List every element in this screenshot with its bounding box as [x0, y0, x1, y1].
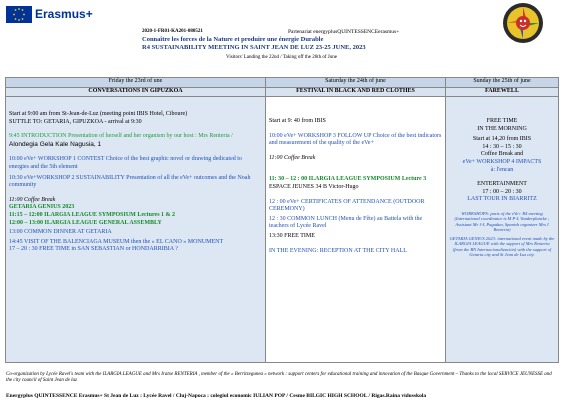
theme-saturday: FESTIVAL IN BLACK AND RED CLOTHES: [266, 88, 446, 97]
sunday-morning: IN THE MORNING: [477, 125, 527, 132]
day-header-friday: Friday the 23rd of une: [6, 78, 266, 88]
saturday-program: [266, 97, 446, 363]
saturday-symposium: 11: 30 – 12 : 00 ILARGIA LEAGUE SYMPOSIUM Lecture 3: [269, 176, 427, 183]
sunday-last-tour: LAST TOUR IN BIARRITZ: [467, 196, 537, 203]
saturday-reception: IN THE EVENING: RECEPTION AT THE CITY HALL: [269, 247, 407, 254]
friday-workshop-2: 10:30 eVe+WORKSHOP 2 SUSTAINABILITY Presentation of all the eVe+ outcomes and the Noah community: [9, 174, 251, 189]
partnership-name: Partenariat energyplusQUINTESSENCEerasmus+: [288, 29, 400, 35]
sun-logo-icon: [502, 2, 544, 44]
friday-general-assembly: 12:00 – 13:00 ILARGIA LEAGUE GENERAL ASSEMBLY: [9, 219, 162, 226]
theme-sunday: FAREWELL: [446, 88, 559, 97]
saturday-start: Start at 9: 40 from IBIS: [269, 118, 326, 124]
saturday-workshop-3: 10:00 eVe+ WORKSHOP 3 FOLLOW UP Choice of the best indicators and measurement of the quality of the eVe+: [269, 132, 442, 147]
friday-getaria-genius: GETARIA GENIUS 2023: [9, 204, 75, 211]
saturday-espace-jeunes: ESPACE JEUNES 34 B Victor-Hugo: [269, 183, 359, 190]
schedule-table: [5, 77, 559, 363]
friday-free-time: 17 – 20 : 30 FREE TIME in SAN SEBASTIAN or HONDARRIBIA ?: [9, 246, 178, 253]
day-header-sunday: Sunday the 25th of june: [446, 78, 559, 88]
sunday-time-2: 17 : 00 – 20 : 30: [482, 188, 522, 195]
erasmus-brand: Erasmus+: [35, 7, 93, 21]
saturday-free-time: 13:30 FREE TIME: [269, 232, 315, 239]
sunday-free-time: FREE TIME: [486, 118, 518, 124]
sunday-genius-note: GETARIA GENIUS 2023: international event made by the ILARGIA LEAGUE with the support of Mrs Renteria (from the BN Internacionalización) with the support of Getaria city and St Jean de Luz city.: [449, 235, 555, 258]
friday-museum-visit: 14:45 VISIT OF THE BALENCIAGA MUSEUM then the « EL CANO » MONUMENT: [9, 238, 224, 245]
sunday-time-1: 14 : 30 – 15 : 30: [482, 143, 522, 150]
sunday-coffee: Coffee Break and: [480, 151, 524, 158]
friday-shuttle: SUTTLE TO: GETARIA, GIPUZKOA - arrival at 9:30: [9, 118, 142, 125]
project-code: 2020-1-FR01-KA201-080521: [142, 29, 203, 34]
footer-note: Co-organization by Lycée Ravel's team with the ILARGIA LEAGUE and Mrs Iratxe RENTERIA , member of the « Berritzegunea » network : support centers for educational training and innovation of the Basque Government – Thanks to the local SERVICE JEUNESSE and the city council of Saint Jean de luz: [6, 372, 552, 383]
friday-coffee-break: 11:00 Coffee Break: [9, 196, 56, 203]
project-title: Connaître les forces de la Nature et produire une énergie Durable: [142, 36, 324, 43]
friday-dinner: 13:00 COMMON DINNER AT GETARIA: [9, 229, 112, 236]
sunday-workshops-note: WORKSHOPS: parts of the eVe+ R4 meeting (International coordinator is M P-L Vanderplancke ; Assistant Mr J-L Pagadun, Spanish organizer Mrs I Renteria): [454, 210, 550, 233]
sunday-encan: à: l'encan: [490, 166, 514, 173]
friday-workshop-1: 10:00 eVe+ WORKSHOP 1 CONTEST Choice of the best graphic novel or drawing dedicated to energies and the 5th element: [9, 156, 242, 170]
sunday-program: [446, 97, 559, 363]
day-header-saturday: Saturday the 24th of june: [266, 78, 446, 88]
eu-flag-icon: [6, 6, 32, 23]
footer-partners: Energyplus QUINTESSENCE Erasmus+ St Jean de Luz : Lycée Ravel / Cluj-Napoca : colegiul economic IULIAN POP / Cesme BILGIC HIGH SCHOOL / Rigas.Raina vidusskola: [6, 393, 427, 399]
theme-friday: CONVERSATIONS IN GIPUZKOA: [6, 88, 266, 97]
sunday-workshop-4: eVe+ WORKSHOP 4 IMPACTS: [462, 158, 542, 165]
saturday-coffee-break: 11:00 Coffee Break: [269, 154, 316, 161]
sunday-entertainment: ENTERTAINMENT: [477, 181, 527, 188]
friday-symposium: 11:15 – 12:00 ILARGIA LEAGUE SYMPOSIUM Lectures 1 & 2: [9, 211, 176, 218]
saturday-certificates: 12 : 00 eVe+ CERTIFICATES OF ATTENDANCE (OUTDOOR CEREMONY): [269, 198, 425, 213]
friday-start: Start at 9:00 am from St-Jean-de-Luz (meeting point IBIS Hotel, Ciboure): [9, 111, 188, 117]
friday-program: [6, 97, 266, 363]
sunday-start: Start at 14,20 from IBIS: [472, 136, 532, 143]
visitors-line: Visitors' Landing the 22nd / Taking off the 26th of June: [226, 55, 337, 60]
saturday-lunch: 12 : 30 COMMON LUNCH (Menu de Fête) au Battela with the teachers of Lycée Ravel: [269, 215, 423, 230]
friday-introduction: 9:45 INTRODUCTION Presentation of herself and her organism by our host : Mrs Renteria / Alondegia Gela Kale Nagusia, 1: [9, 133, 233, 148]
meeting-title: R4 SUSTAINABILITY MEETING IN SAINT JEAN DE LUZ 23-25 JUNE, 2023: [142, 44, 366, 51]
